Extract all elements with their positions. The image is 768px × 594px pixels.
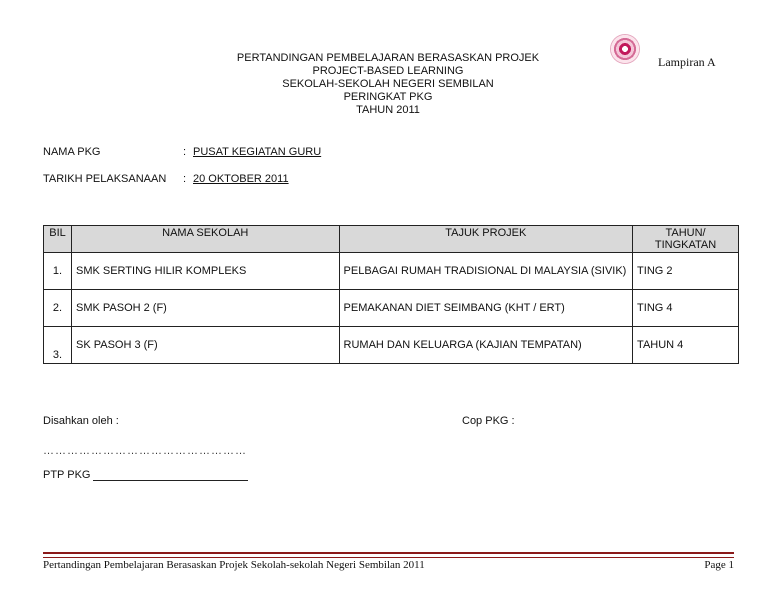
header-line: PROJECT-BASED LEARNING xyxy=(312,65,464,77)
table-row xyxy=(44,327,739,364)
page-number: Page 1 xyxy=(704,559,734,571)
footer-divider xyxy=(43,552,734,558)
projects-table xyxy=(43,225,739,364)
header-line: TAHUN 2011 xyxy=(356,104,420,116)
info-row-tarikh xyxy=(43,173,289,185)
header-line: SEKOLAH-SEKOLAH NEGERI SEMBILAN xyxy=(282,78,494,90)
header-bil: BIL xyxy=(44,226,72,253)
ptp-pkg-row xyxy=(43,469,248,481)
table-row xyxy=(44,290,739,327)
table-row xyxy=(44,253,739,290)
cell-bil: 1. xyxy=(44,253,72,290)
header-line: PERINGKAT PKG xyxy=(343,91,433,103)
header-tahun-tingkatan: TAHUN/ TINGKATAN xyxy=(633,226,739,253)
header-nama-sekolah: NAMA SEKOLAH xyxy=(71,226,339,253)
cell-bil: 3. xyxy=(44,327,72,364)
footer-text: Pertandingan Pembelajaran Berasaskan Projek Sekolah-sekolah Negeri Sembilan 2011 xyxy=(43,559,425,571)
colon: : xyxy=(183,146,187,158)
tarikh-label: TARIKH PELAKSANAAN xyxy=(43,173,167,185)
cell-nama-sekolah: SMK SERTING HILIR KOMPLEKS xyxy=(71,253,339,290)
cell-tahun-tingkatan: TING 2 xyxy=(633,253,739,290)
cell-tahun-tingkatan: TAHUN 4 xyxy=(633,327,739,364)
cell-tajuk-projek: PELBAGAI RUMAH TRADISIONAL DI MALAYSIA (SIVIK) xyxy=(339,253,633,290)
header-tajuk-projek: TAJUK PROJEK xyxy=(339,226,633,253)
document-header xyxy=(200,52,576,117)
table-header-row xyxy=(44,226,739,253)
signature-dots: …………………………………………… xyxy=(43,445,247,457)
nama-pkg-value: PUSAT KEGIATAN GURU xyxy=(193,146,322,158)
signature-line xyxy=(93,469,248,481)
cell-tajuk-projek: PEMAKANAN DIET SEIMBANG (KHT / ERT) xyxy=(339,290,633,327)
tarikh-value: 20 OKTOBER 2011 xyxy=(193,173,289,185)
emblem-logo-icon xyxy=(611,35,639,63)
header-line: PERTANDINGAN PEMBELAJARAN BERASASKAN PROJEK xyxy=(236,52,540,64)
lampiran-label: Lampiran A xyxy=(658,55,716,69)
disahkan-label: Disahkan oleh : xyxy=(43,415,119,427)
nama-pkg-label: NAMA PKG xyxy=(43,146,101,158)
info-row-nama-pkg xyxy=(43,146,321,158)
cell-tajuk-projek: RUMAH DAN KELUARGA (KAJIAN TEMPATAN) xyxy=(339,327,633,364)
cop-pkg-label: Cop PKG : xyxy=(462,415,515,427)
cell-bil: 2. xyxy=(44,290,72,327)
cell-nama-sekolah: SK PASOH 3 (F) xyxy=(71,327,339,364)
ptp-pkg-label: PTP PKG xyxy=(43,469,91,481)
colon: : xyxy=(183,173,187,185)
cell-nama-sekolah: SMK PASOH 2 (F) xyxy=(71,290,339,327)
cell-tahun-tingkatan: TING 4 xyxy=(633,290,739,327)
